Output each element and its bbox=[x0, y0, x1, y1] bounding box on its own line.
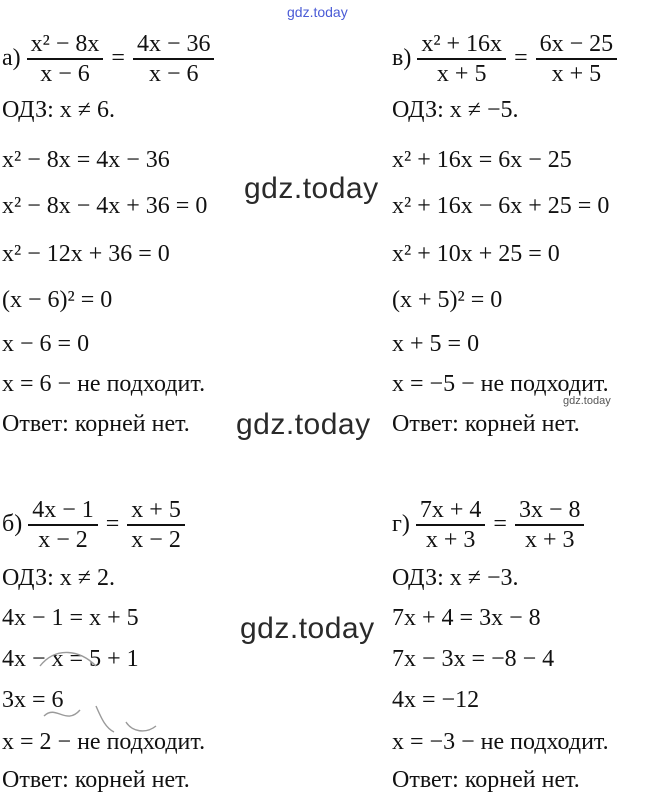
problem-b-lhs-fraction bbox=[28, 496, 98, 554]
problem-b-label: б) bbox=[2, 511, 23, 538]
problem-a-step: x² − 8x = 4x − 36 bbox=[2, 147, 170, 173]
problem-a-rhs-denominator: x − 6 bbox=[148, 60, 199, 87]
problem-g-step: 7x + 4 = 3x − 8 bbox=[392, 605, 541, 631]
problem-g-lhs-denominator: x + 3 bbox=[425, 526, 476, 553]
problem-v-lhs-fraction bbox=[417, 30, 506, 88]
problem-v-answer: Ответ: корней нет. bbox=[392, 411, 580, 437]
problem-v-step: x² + 16x − 6x + 25 = 0 bbox=[392, 193, 610, 219]
problem-b-odz: ОДЗ: x ≠ 2. bbox=[2, 565, 115, 591]
problem-a-rhs-numerator: 4x − 36 bbox=[136, 31, 211, 57]
problem-a-odz: ОДЗ: x ≠ 6. bbox=[2, 97, 115, 123]
problem-b-equation bbox=[2, 496, 189, 554]
problem-g-step: 7x − 3x = −8 − 4 bbox=[392, 646, 555, 672]
problem-b-lhs-denominator: x − 2 bbox=[38, 526, 88, 553]
problem-a-step: (x − 6)² = 0 bbox=[2, 287, 113, 313]
problem-v-step: x² + 16x = 6x − 25 bbox=[392, 147, 572, 173]
problem-a-step: x² − 12x + 36 = 0 bbox=[2, 241, 170, 267]
problem-g-lhs-fraction bbox=[416, 496, 486, 554]
problem-a-label: а) bbox=[2, 45, 21, 72]
problem-a-answer: Ответ: корней нет. bbox=[2, 411, 190, 437]
problem-v-rhs-denominator: x + 5 bbox=[551, 60, 602, 87]
equals-sign: = bbox=[514, 45, 528, 72]
watermark-top: gdz.today bbox=[287, 4, 348, 20]
equals-sign: = bbox=[111, 45, 125, 72]
problem-v-rhs-numerator: 6x − 25 bbox=[539, 31, 614, 57]
problem-v-step: x² + 10x + 25 = 0 bbox=[392, 241, 560, 267]
problem-v-lhs-denominator: x + 5 bbox=[436, 60, 487, 87]
problem-a-lhs-numerator: x² − 8x bbox=[30, 31, 100, 57]
problem-a-conclusion: x = 6 − не подходит. bbox=[2, 371, 206, 397]
watermark-main: gdz.today bbox=[240, 612, 375, 645]
problem-b-rhs-fraction bbox=[127, 496, 185, 554]
problem-v-rhs-fraction bbox=[536, 30, 618, 88]
problem-b-step: 4x − 1 = x + 5 bbox=[2, 605, 139, 631]
problem-v-step: x + 5 = 0 bbox=[392, 331, 480, 357]
problem-v-label: в) bbox=[392, 45, 412, 72]
problem-a-rhs-fraction bbox=[133, 30, 215, 88]
problem-g-answer: Ответ: корней нет. bbox=[392, 767, 580, 793]
problem-g-odz: ОДЗ: x ≠ −3. bbox=[392, 565, 519, 591]
problem-a-lhs-denominator: x − 6 bbox=[40, 60, 90, 87]
problem-g-conclusion: x = −3 − не подходит. bbox=[392, 729, 609, 755]
problem-b-step: 3x = 6 bbox=[2, 687, 64, 713]
problem-g-lhs-numerator: 7x + 4 bbox=[419, 497, 482, 523]
problem-b-step: 4x − x = 5 + 1 bbox=[2, 646, 139, 672]
problem-v-step: (x + 5)² = 0 bbox=[392, 287, 503, 313]
problem-v-equation bbox=[392, 30, 621, 88]
problem-b-rhs-numerator: x + 5 bbox=[131, 497, 181, 523]
watermark-main: gdz.today bbox=[244, 172, 379, 205]
problem-b-rhs-denominator: x − 2 bbox=[131, 526, 181, 553]
problem-a-step: x − 6 = 0 bbox=[2, 331, 90, 357]
equals-sign: = bbox=[493, 511, 507, 538]
problem-v-odz: ОДЗ: x ≠ −5. bbox=[392, 97, 519, 123]
problem-g-rhs-fraction bbox=[515, 496, 585, 554]
problem-g-rhs-denominator: x + 3 bbox=[524, 526, 575, 553]
watermark-main: gdz.today bbox=[236, 408, 371, 441]
problem-g-step: 4x = −12 bbox=[392, 687, 480, 713]
problem-g-equation bbox=[392, 496, 588, 554]
equals-sign: = bbox=[105, 511, 120, 538]
problem-v-lhs-numerator: x² + 16x bbox=[421, 31, 503, 57]
problem-b-answer: Ответ: корней нет. bbox=[2, 767, 190, 793]
watermark-small: gdz.today bbox=[563, 395, 611, 407]
problem-g-label: г) bbox=[392, 511, 410, 538]
problem-a-lhs-fraction bbox=[27, 30, 104, 88]
problem-g-rhs-numerator: 3x − 8 bbox=[518, 497, 581, 523]
problem-a-step: x² − 8x − 4x + 36 = 0 bbox=[2, 193, 208, 219]
problem-b-conclusion: x = 2 − не подходит. bbox=[2, 729, 206, 755]
problem-a-equation bbox=[2, 30, 218, 88]
problem-b-lhs-numerator: 4x − 1 bbox=[32, 497, 94, 523]
problem-v-conclusion: x = −5 − не подходит. bbox=[392, 371, 609, 397]
